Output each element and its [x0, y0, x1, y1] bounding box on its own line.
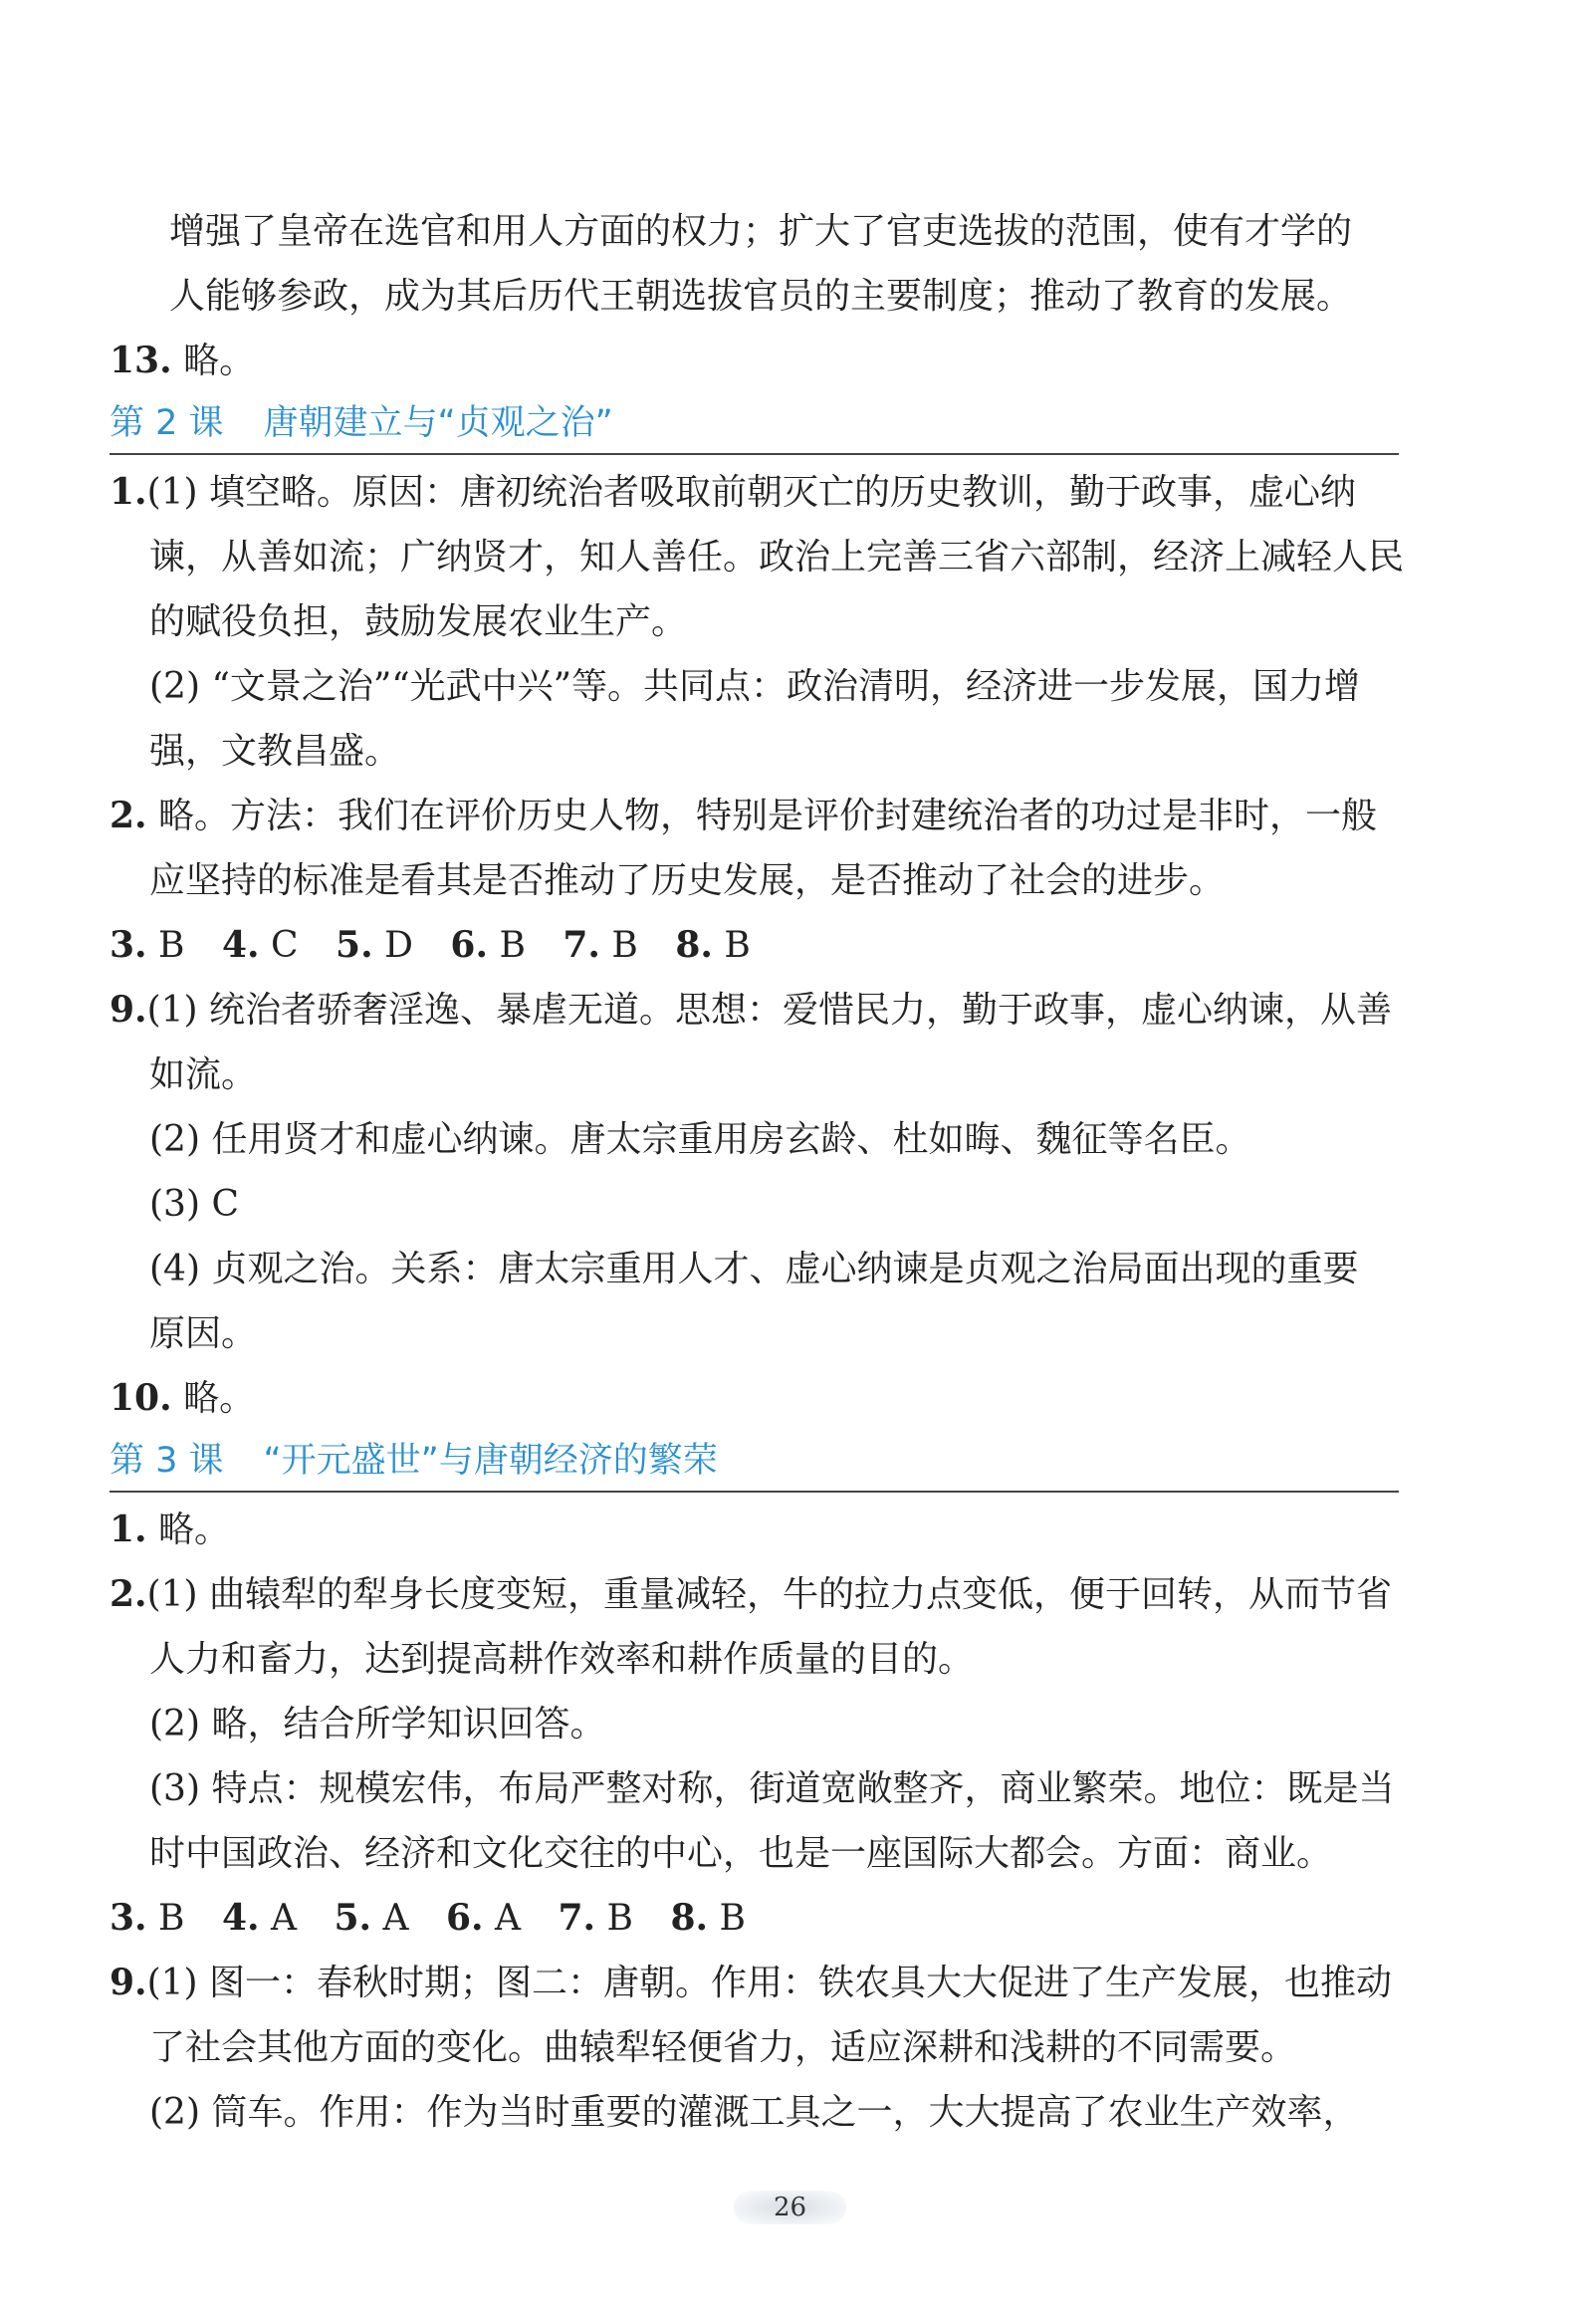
answer-line: (3) 特点：规模宏伟，布局严整对称，街道宽敞整齐，商业繁荣。地位：既是当	[149, 1768, 1395, 1809]
answer-line: (4) 贞观之治。关系：唐太宗重用人才、虚心纳谏是贞观之治局面出现的重要	[149, 1249, 1359, 1289]
lesson-number: 第 2 课	[110, 403, 224, 443]
question-number: 1.	[110, 1509, 147, 1550]
answer-text: (1) 统治者骄奢淫逸、暴虐无道。思想：爱惜民力，勤于政事，虚心纳谏，从善	[146, 990, 1393, 1031]
question-number: 13.	[110, 340, 172, 381]
lesson-title: 唐朝建立与“贞观之治”	[263, 403, 613, 443]
answer-line: (2) “文景之治”“光武中兴”等。共同点：政治清明，经济进一步发展，国力增	[149, 666, 1361, 707]
choice-answer: 7. B	[563, 924, 638, 966]
intro-line: 增强了皇帝在选官和用人方面的权力；扩大了官吏选拔的范围，使有才学的	[169, 211, 1353, 252]
choice-answer: 8. B	[670, 1897, 746, 1939]
question-number: 9.	[110, 1962, 147, 2003]
question-number: 2.	[110, 795, 147, 836]
answer-text: (1) 填空略。原因：唐初统治者吸取前朝灭亡的历史教训，勤于政事，虚心纳	[146, 472, 1357, 513]
answer-line: (2) 略，结合所学知识回答。	[149, 1704, 606, 1744]
choice-answer: 5. D	[336, 924, 413, 966]
choice-answer: 3. B	[110, 1897, 185, 1939]
choice-answer: 6. B	[450, 924, 526, 966]
answer-line: 谏，从善如流；广纳贤才，知人善任。政治上完善三省六部制，经济上减轻人民	[149, 537, 1405, 578]
question-13	[110, 329, 1399, 393]
choice-answer: 7. B	[558, 1897, 633, 1939]
lesson-number: 第 3 课	[110, 1441, 224, 1481]
multiple-choice-answers	[110, 913, 1399, 978]
answer-line: 强，文教昌盛。	[149, 731, 401, 772]
choice-answer: 8. B	[675, 924, 751, 966]
lesson-3-heading	[110, 1431, 1399, 1493]
lesson-2-heading	[110, 393, 1399, 455]
answer-line: (3) C	[149, 1184, 239, 1225]
choice-answer: 6. A	[445, 1897, 522, 1939]
choice-answer: 5. A	[334, 1897, 409, 1939]
page-footer	[0, 2191, 1580, 2224]
answer-text: (1) 曲辕犁的犁身长度变短，重量减轻，牛的拉力点变低，便于回转，从而节省	[146, 1574, 1393, 1615]
question-1	[110, 1498, 1399, 1562]
choice-answer: 4. C	[221, 924, 299, 966]
question-number: 10.	[110, 1377, 172, 1419]
answer-line: 应坚持的标准是看其是否推动了历史发展，是否推动了社会的进步。	[149, 860, 1226, 901]
content	[110, 199, 1405, 2145]
answer-text: (1) 图一：春秋时期；图二：唐朝。作用：铁农具大大促进了生产发展，也推动	[146, 1963, 1393, 2003]
answer-line: 原因。	[149, 1313, 258, 1354]
intro-line: 人能够参政，成为其后历代王朝选拔官员的主要制度；推动了教育的发展。	[169, 276, 1353, 317]
question-9	[110, 1951, 1399, 2015]
question-10	[110, 1366, 1399, 1431]
lesson-title: “开元盛世”与唐朝经济的繁荣	[263, 1441, 718, 1481]
question-9	[110, 978, 1399, 1043]
answer-line: 了社会其他方面的变化。曲辕犁轻便省力，适应深耕和浅耕的不同需要。	[149, 2027, 1297, 2068]
answer-line: 人力和畜力，达到提高耕作效率和耕作质量的目的。	[149, 1639, 975, 1680]
question-1	[110, 460, 1399, 525]
answer-line: 的赋役负担，鼓励发展农业生产。	[149, 601, 688, 642]
answer-line: (2) 任用贤才和虚心纳谏。唐太宗重用房玄龄、杜如晦、魏征等名臣。	[149, 1119, 1251, 1160]
answer-line: 时中国政治、经济和文化交往的中心，也是一座国际大都会。方面：商业。	[149, 1833, 1333, 1874]
answer-line: (2) 筒车。作用：作为当时重要的灌溉工具之一，大大提高了农业生产效率，	[149, 2092, 1359, 2133]
question-2	[110, 784, 1399, 848]
choice-answer: 4. A	[221, 1897, 298, 1939]
answer-line: 如流。	[149, 1054, 258, 1095]
question-number: 2.	[110, 1573, 147, 1615]
question-number: 1.	[110, 471, 147, 513]
multiple-choice-answers	[110, 1886, 1399, 1951]
answer-text: 略。	[158, 1510, 231, 1550]
question-2	[110, 1562, 1399, 1627]
question-number: 9.	[110, 989, 147, 1031]
answer-text: 略。	[183, 341, 256, 381]
choice-answer: 3. B	[110, 924, 185, 966]
answer-text: 略。方法：我们在评价历史人物，特别是评价封建统治者的功过是非时，一般	[158, 796, 1378, 836]
answer-text: 略。	[183, 1378, 256, 1419]
page-number: 26	[734, 2191, 846, 2224]
